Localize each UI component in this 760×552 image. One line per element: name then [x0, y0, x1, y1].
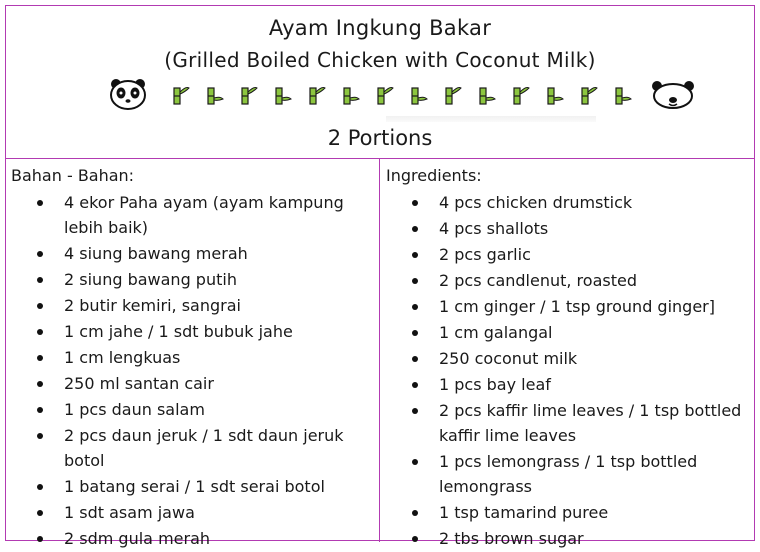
bamboo-icon: [446, 88, 461, 105]
panda-face-icon: [111, 79, 145, 109]
ingredient-text: 1 cm galangal: [439, 323, 553, 342]
bullet-icon: [37, 433, 43, 439]
portions-label: 2 Portions: [327, 126, 433, 150]
shadow-strip: [386, 116, 596, 122]
recipe-card: [5, 5, 755, 548]
bullet-icon: [412, 252, 418, 258]
bamboo-icon: [242, 88, 257, 105]
bullet-icon: [37, 355, 43, 361]
english-ingredient-list: [386, 190, 751, 551]
ingredient-item: [386, 372, 751, 397]
ingredient-text: 2 pcs daun jeruk / 1 sdt daun jeruk botol: [64, 426, 344, 470]
bamboo-icon: [378, 88, 393, 105]
bullet-icon: [412, 226, 418, 232]
ingredient-text: 1 pcs daun salam: [64, 400, 205, 419]
bullet-icon: [412, 408, 418, 414]
ingredient-item: [386, 320, 751, 345]
ingredient-text: 250 ml santan cair: [64, 374, 214, 393]
bamboo-icon: [548, 88, 563, 104]
ingredient-item: [386, 398, 751, 448]
ingredient-text: 2 siung bawang putih: [64, 270, 237, 289]
ingredient-text: 4 siung bawang merah: [64, 244, 248, 263]
bullet-icon: [37, 277, 43, 283]
bullet-icon: [412, 330, 418, 336]
ingredient-text: 2 pcs kaffir lime leaves / 1 tsp bottled kaffir lime leaves: [439, 401, 742, 445]
panda-face-icon: [652, 81, 694, 108]
bamboo-icon: [412, 88, 427, 104]
ingredient-text: 1 pcs lemongrass / 1 tsp bottled lemongrass: [439, 452, 698, 496]
bullet-icon: [412, 278, 418, 284]
bullet-icon: [412, 459, 418, 465]
ingredient-item: [386, 449, 751, 499]
ingredient-item: [11, 526, 373, 551]
ingredient-item: [11, 423, 373, 473]
bullet-icon: [412, 536, 418, 542]
indonesian-heading: Bahan - Bahan:: [11, 166, 135, 185]
bullet-icon: [37, 303, 43, 309]
bullet-icon: [37, 329, 43, 335]
ingredient-text: 2 tbs brown sugar: [439, 529, 584, 548]
bamboo-panda-divider: [106, 76, 696, 112]
bamboo-icon: [582, 88, 597, 105]
ingredient-item: [11, 345, 373, 370]
indonesian-ingredient-list: [11, 190, 373, 551]
ingredient-text: 2 butir kemiri, sangrai: [64, 296, 241, 315]
ingredient-item: [386, 190, 751, 215]
ingredient-item: [11, 474, 373, 499]
bullet-icon: [37, 484, 43, 490]
bullet-icon: [412, 304, 418, 310]
ingredient-text: 250 coconut milk: [439, 349, 578, 368]
bullet-icon: [37, 251, 43, 257]
ingredient-text: 4 ekor Paha ayam (ayam kampung lebih baik): [64, 193, 344, 237]
ingredient-item: [11, 267, 373, 292]
recipe-subtitle: (Grilled Boiled Chicken with Coconut Milk): [164, 48, 596, 72]
bamboo-icon: [310, 88, 325, 105]
bullet-icon: [37, 510, 43, 516]
ingredient-item: [11, 500, 373, 525]
ingredient-item: [11, 241, 373, 266]
ingredient-text: 1 cm ginger / 1 tsp ground ginger]: [439, 297, 715, 316]
ingredient-item: [386, 294, 751, 319]
ingredient-text: 4 pcs chicken drumstick: [439, 193, 633, 212]
bullet-icon: [412, 382, 418, 388]
bamboo-icon: [208, 88, 223, 104]
bamboo-icon: [276, 88, 291, 104]
column-divider: [379, 159, 380, 542]
ingredient-text: 1 batang serai / 1 sdt serai botol: [64, 477, 325, 496]
ingredient-item: [11, 319, 373, 344]
bullet-icon: [37, 381, 43, 387]
bamboo-icon: [514, 88, 529, 105]
english-ingredients-column: [386, 166, 751, 552]
bullet-icon: [37, 200, 43, 206]
ingredient-text: 1 tsp tamarind puree: [439, 503, 609, 522]
bamboo-icon: [174, 88, 189, 105]
ingredient-item: [11, 397, 373, 422]
bullet-icon: [412, 510, 418, 516]
ingredient-item: [386, 216, 751, 241]
recipe-title: Ayam Ingkung Bakar: [268, 16, 492, 40]
ingredient-item: [386, 242, 751, 267]
ingredient-item: [11, 371, 373, 396]
bamboo-icon: [480, 88, 495, 104]
ingredient-item: [11, 293, 373, 318]
ingredient-item: [386, 500, 751, 525]
ingredient-text: 2 pcs candlenut, roasted: [439, 271, 637, 290]
recipe-header: [6, 6, 754, 159]
ingredient-text: 4 pcs shallots: [439, 219, 549, 238]
bamboo-icon: [344, 88, 359, 104]
bullet-icon: [412, 200, 418, 206]
ingredient-item: [11, 190, 373, 240]
bullet-icon: [37, 407, 43, 413]
ingredient-item: [386, 526, 751, 551]
ingredient-text: 1 sdt asam jawa: [64, 503, 195, 522]
english-heading: Ingredients:: [386, 166, 482, 185]
bullet-icon: [412, 356, 418, 362]
bamboo-icon: [616, 88, 631, 104]
ingredient-text: 1 pcs bay leaf: [439, 375, 551, 394]
ingredient-item: [386, 346, 751, 371]
bullet-icon: [37, 536, 43, 542]
ingredient-text: 2 sdm gula merah: [64, 529, 211, 548]
ingredient-text: 1 cm lengkuas: [64, 348, 181, 367]
ingredient-text: 2 pcs garlic: [439, 245, 531, 264]
indonesian-ingredients-column: [11, 166, 373, 552]
ingredient-item: [386, 268, 751, 293]
ingredient-text: 1 cm jahe / 1 sdt bubuk jahe: [64, 322, 293, 341]
